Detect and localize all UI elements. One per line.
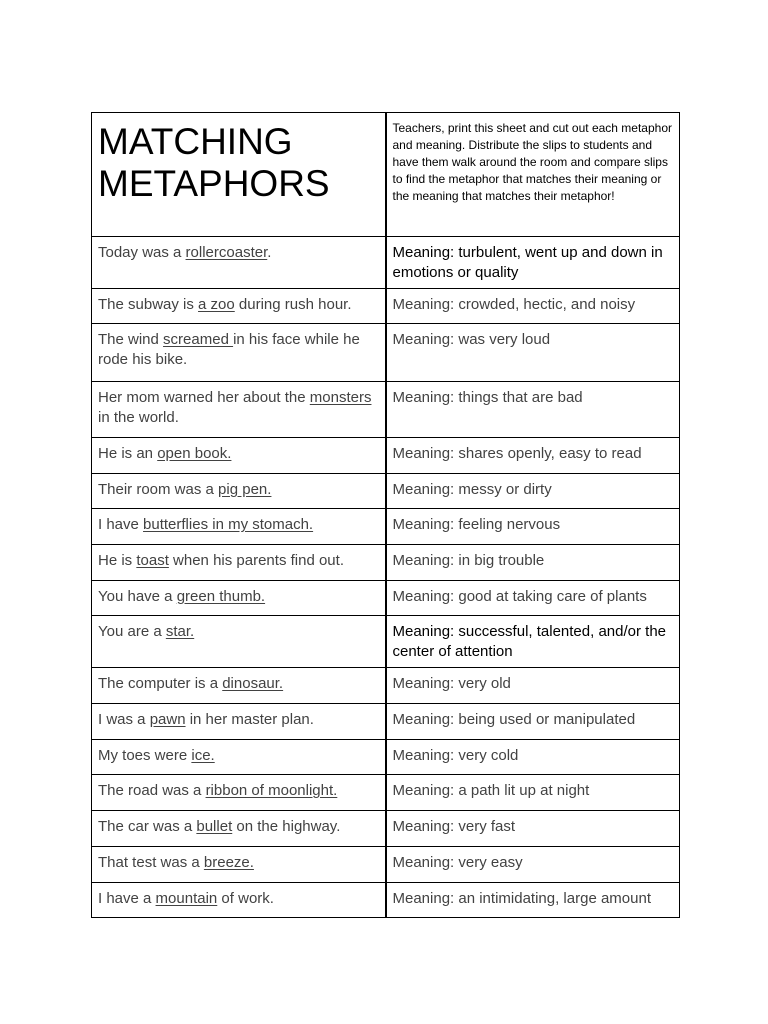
instructions-text: Teachers, print this sheet and cut out each metaphor and meaning. Distribute the slips to students and have them walk around the room and compare slips to find the metaphor that matches their meaning or the meaning that matches their metaphor! <box>392 121 672 203</box>
metaphor-underlined-phrase: mountain <box>155 890 218 907</box>
metaphor-cell <box>92 616 386 668</box>
table-row <box>92 668 680 704</box>
meaning-cell <box>386 616 680 668</box>
metaphor-underlined-phrase: butterflies in my stomach. <box>143 516 314 533</box>
table-row <box>92 616 680 668</box>
metaphor-text-after: in his face while he rode his bike. <box>98 331 360 368</box>
table-row <box>92 474 680 509</box>
metaphor-underlined-phrase: ribbon of moonlight. <box>205 782 338 799</box>
metaphor-underlined-phrase: green thumb. <box>176 588 266 605</box>
metaphor-underlined-phrase: star. <box>165 623 195 640</box>
metaphor-cell <box>92 509 386 545</box>
metaphor-text-after: in her master plan. <box>185 711 314 728</box>
meaning-cell <box>386 474 680 509</box>
table-row <box>92 289 680 324</box>
title-cell <box>92 113 386 237</box>
meaning-text: Meaning: very easy <box>392 854 523 871</box>
metaphor-underlined-phrase: breeze. <box>203 854 254 871</box>
metaphor-cell <box>92 704 386 740</box>
metaphor-cell <box>92 474 386 509</box>
metaphor-text-before: I have <box>98 516 144 533</box>
meaning-text: Meaning: very cold <box>392 747 519 764</box>
metaphor-text-before: Her mom warned her about the <box>98 389 310 406</box>
meaning-text: Meaning: good at taking care of plants <box>392 588 647 605</box>
table-row <box>92 704 680 740</box>
meaning-cell <box>386 509 680 545</box>
metaphor-text-after: when his parents find out. <box>168 552 344 569</box>
metaphor-text-after: on the highway. <box>232 818 341 835</box>
table-row <box>92 382 680 438</box>
meaning-text: Meaning: crowded, hectic, and noisy <box>392 296 636 313</box>
metaphor-cell <box>92 847 386 883</box>
metaphor-text-after: during rush hour. <box>234 296 352 313</box>
meaning-cell <box>386 847 680 883</box>
meaning-text: Meaning: very old <box>392 675 511 692</box>
metaphor-text-before: You have a <box>98 588 177 605</box>
meaning-cell <box>386 237 680 289</box>
meaning-cell <box>386 545 680 581</box>
meaning-cell <box>386 740 680 775</box>
metaphor-cell <box>92 324 386 382</box>
meaning-text: Meaning: very fast <box>392 818 516 835</box>
table-row <box>92 581 680 616</box>
metaphor-underlined-phrase: ice. <box>191 747 215 764</box>
metaphor-cell <box>92 438 386 474</box>
metaphor-underlined-phrase: pawn <box>149 711 186 728</box>
meaning-text: Meaning: things that are bad <box>392 389 583 406</box>
metaphor-underlined-phrase: rollercoaster <box>185 244 268 261</box>
meaning-text: Meaning: a path lit up at night <box>392 782 590 799</box>
meaning-cell <box>386 811 680 847</box>
metaphor-text-before: That test was a <box>98 854 204 871</box>
metaphor-underlined-phrase: toast <box>136 552 169 569</box>
page-title-line-2: METAPHORS <box>98 163 330 204</box>
metaphor-cell <box>92 545 386 581</box>
meaning-cell <box>386 581 680 616</box>
metaphor-cell <box>92 289 386 324</box>
meaning-cell <box>386 382 680 438</box>
metaphor-text-before: He is an <box>98 445 158 462</box>
metaphor-text-before: The road was a <box>98 782 206 799</box>
metaphor-cell <box>92 775 386 811</box>
metaphor-text-after: of work. <box>217 890 274 907</box>
header-row <box>92 113 680 237</box>
meaning-cell <box>386 668 680 704</box>
metaphor-text-before: Today was a <box>98 244 186 261</box>
table-row <box>92 847 680 883</box>
table-row <box>92 509 680 545</box>
metaphor-matching-table <box>91 112 680 918</box>
metaphor-underlined-phrase: a zoo <box>198 296 235 313</box>
table-row <box>92 438 680 474</box>
table-row <box>92 237 680 289</box>
metaphor-text-before: Their room was a <box>98 481 219 498</box>
meaning-text: Meaning: in big trouble <box>392 552 545 569</box>
metaphor-underlined-phrase: open book. <box>157 445 232 462</box>
page-title-line-1: MATCHING <box>98 121 293 162</box>
metaphor-underlined-phrase: monsters <box>309 389 372 406</box>
metaphor-cell <box>92 883 386 918</box>
table-row <box>92 324 680 382</box>
meaning-text: Meaning: messy or dirty <box>392 481 552 498</box>
metaphor-underlined-phrase: dinosaur. <box>222 675 284 692</box>
meaning-text: Meaning: was very loud <box>392 331 551 348</box>
metaphor-text-before: My toes were <box>98 747 192 764</box>
instructions-cell <box>386 113 680 237</box>
table-row <box>92 775 680 811</box>
meaning-cell <box>386 704 680 740</box>
table-row <box>92 883 680 918</box>
metaphor-text-after: . <box>267 244 272 261</box>
metaphor-text-before: I was a <box>98 711 150 728</box>
meaning-text: Meaning: an intimidating, large amount <box>392 890 651 907</box>
meaning-cell <box>386 775 680 811</box>
metaphor-cell <box>92 668 386 704</box>
meaning-text: Meaning: successful, talented, and/or the center of attention <box>392 623 667 660</box>
metaphor-cell <box>92 382 386 438</box>
metaphor-text-before: I have a <box>98 890 156 907</box>
meaning-text: Meaning: shares openly, easy to read <box>392 445 642 462</box>
metaphor-underlined-phrase: screamed <box>163 331 234 348</box>
metaphor-underlined-phrase: bullet <box>196 818 233 835</box>
table-row <box>92 545 680 581</box>
meaning-cell <box>386 289 680 324</box>
metaphor-text-before: You are a <box>98 623 166 640</box>
metaphor-cell <box>92 740 386 775</box>
metaphor-text-after: in the world. <box>98 409 179 426</box>
metaphor-cell <box>92 237 386 289</box>
metaphor-underlined-phrase: pig pen. <box>218 481 272 498</box>
meaning-text: Meaning: feeling nervous <box>392 516 561 533</box>
metaphor-cell <box>92 811 386 847</box>
meaning-text: Meaning: turbulent, went up and down in emotions or quality <box>392 244 663 281</box>
metaphor-text-before: The wind <box>98 331 164 348</box>
meaning-cell <box>386 438 680 474</box>
metaphor-cell <box>92 581 386 616</box>
meaning-cell <box>386 324 680 382</box>
meaning-cell <box>386 883 680 918</box>
table-row <box>92 811 680 847</box>
table-row <box>92 740 680 775</box>
metaphor-text-before: The subway is <box>98 296 199 313</box>
metaphor-text-before: The car was a <box>98 818 197 835</box>
meaning-text: Meaning: being used or manipulated <box>392 711 636 728</box>
metaphor-text-before: The computer is a <box>98 675 223 692</box>
metaphor-text-before: He is <box>98 552 137 569</box>
